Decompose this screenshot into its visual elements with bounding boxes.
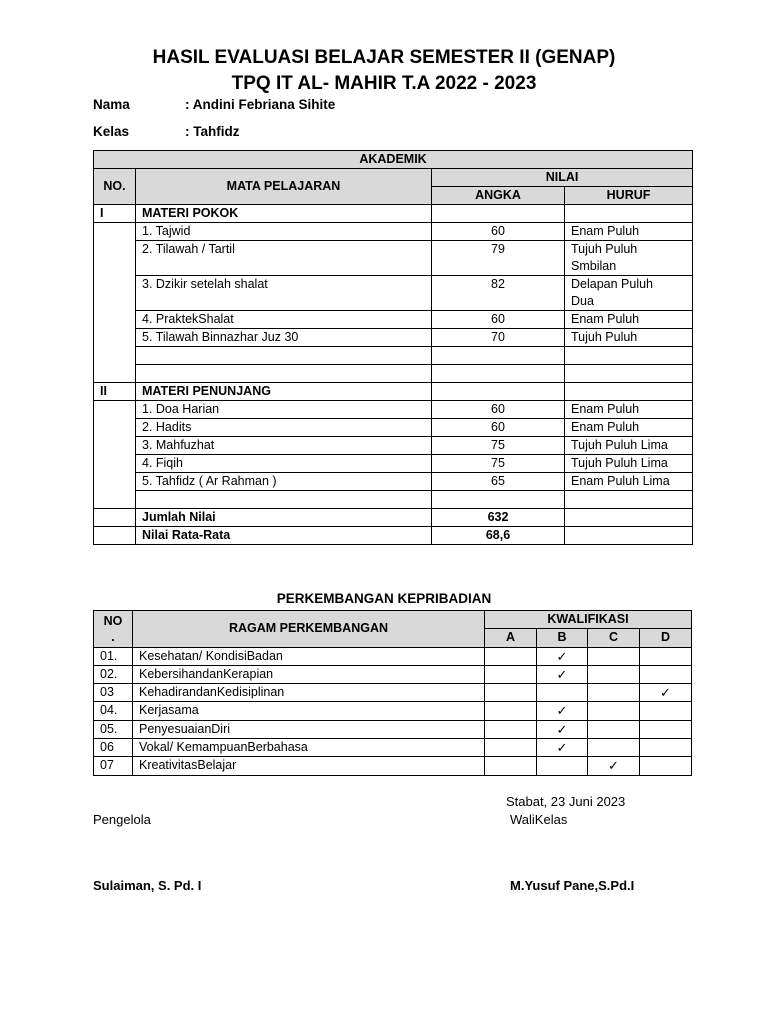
table-row — [94, 720, 692, 738]
right-signatory-name: M.Yusuf Pane,S.Pd.I — [510, 878, 635, 893]
grade-a-cell — [485, 665, 537, 683]
table-row — [94, 757, 692, 775]
subject-cell: 5. Tahfidz ( Ar Rahman ) — [136, 473, 432, 491]
score-words-cell: Enam Puluh — [565, 419, 693, 437]
aspect-cell: KreativitasBelajar — [133, 757, 485, 775]
grade-b-cell — [537, 665, 588, 683]
col-angka-header: ANGKA — [432, 187, 565, 205]
table-row — [94, 702, 692, 720]
score-cell: 75 — [432, 437, 565, 455]
score-cell: 75 — [432, 455, 565, 473]
check-icon: ✓ — [556, 721, 568, 737]
subject-cell: 1. Tajwid — [136, 223, 432, 241]
table-row — [94, 419, 693, 437]
grade-a-cell — [485, 720, 537, 738]
table-row — [94, 684, 692, 702]
col-subject-header: MATA PELAJARAN — [136, 169, 432, 205]
score-cell: 60 — [432, 311, 565, 329]
grade-c-cell — [588, 665, 640, 683]
grade-d-cell — [640, 739, 692, 757]
check-icon: ✓ — [556, 703, 568, 719]
aspect-cell: Kesehatan/ KondisiBadan — [133, 647, 485, 665]
check-icon: ✓ — [556, 648, 568, 664]
group-title: MATERI PENUNJANG — [136, 383, 432, 401]
table-row — [94, 665, 692, 683]
empty-row — [94, 347, 693, 365]
table-row — [94, 401, 693, 419]
score-words-cell: Enam Puluh — [565, 401, 693, 419]
grade-c-cell — [588, 702, 640, 720]
grade-c-header: C — [588, 629, 640, 647]
score-cell: 79 — [432, 241, 565, 276]
grade-b-cell — [537, 702, 588, 720]
left-signatory-name: Sulaiman, S. Pd. I — [93, 878, 202, 893]
score-words-cell: Delapan Puluh Dua — [565, 276, 693, 311]
average-row — [94, 527, 693, 545]
score-cell: 70 — [432, 329, 565, 347]
table-row — [94, 241, 693, 276]
grade-b-cell — [537, 647, 588, 665]
subject-cell: 2. Tilawah / Tartil — [136, 241, 432, 276]
row-number: 02. — [94, 665, 133, 683]
aspect-cell: Kerjasama — [133, 702, 485, 720]
table-row — [94, 329, 693, 347]
total-row — [94, 509, 693, 527]
score-words-cell: Tujuh Puluh Smbilan — [565, 241, 693, 276]
table-row — [94, 223, 693, 241]
table-row — [94, 437, 693, 455]
grade-d-cell — [640, 684, 692, 702]
check-icon: ✓ — [608, 758, 619, 774]
check-icon: ✓ — [660, 685, 671, 701]
score-cell: 65 — [432, 473, 565, 491]
score-words-cell: Tujuh Puluh Lima — [565, 455, 693, 473]
report-title: HASIL EVALUASI BELAJAR SEMESTER II (GENAP) — [152, 47, 616, 68]
subject-cell: 2. Hadits — [136, 419, 432, 437]
score-words-cell: Tujuh Puluh Lima — [565, 437, 693, 455]
table-row — [94, 455, 693, 473]
score-words-cell: Enam Puluh — [565, 223, 693, 241]
table-row — [94, 647, 692, 665]
aspect-cell: Vokal/ KemampuanBerbahasa — [133, 739, 485, 757]
grade-b-cell — [537, 757, 588, 775]
grade-d-cell — [640, 757, 692, 775]
subject-cell: 5. Tilawah Binnazhar Juz 30 — [136, 329, 432, 347]
empty-row — [94, 365, 693, 383]
aspect-cell: KebersihandanKerapian — [133, 665, 485, 683]
grade-c-cell — [588, 739, 640, 757]
grade-d-cell — [640, 720, 692, 738]
grade-c-cell — [588, 720, 640, 738]
group-row — [94, 383, 693, 401]
table-row — [94, 276, 693, 311]
grade-c-cell — [588, 647, 640, 665]
average-value: 68,6 — [432, 527, 565, 545]
row-number: 05. — [94, 720, 133, 738]
row-number: 07 — [94, 757, 133, 775]
score-words-cell: Enam Puluh — [565, 311, 693, 329]
col-qualification-header: KWALIFIKASI — [485, 611, 692, 629]
grade-c-cell — [588, 757, 640, 775]
total-label: Jumlah Nilai — [136, 509, 432, 527]
empty-row — [94, 491, 693, 509]
aspect-cell: KehadirandanKedisiplinan — [133, 684, 485, 702]
subject-cell: 4. PraktekShalat — [136, 311, 432, 329]
score-cell: 60 — [432, 401, 565, 419]
left-signer-role: Pengelola — [93, 812, 151, 827]
col-no-header: NO. — [94, 169, 136, 205]
grade-d-cell — [640, 647, 692, 665]
average-label: Nilai Rata-Rata — [136, 527, 432, 545]
grade-c-cell — [588, 684, 640, 702]
grade-a-cell — [485, 684, 537, 702]
grade-d-cell — [640, 665, 692, 683]
personality-section-title: PERKEMBANGAN KEPRIBADIAN — [276, 591, 492, 606]
group-number: I — [94, 205, 136, 223]
subject-cell: 3. Dzikir setelah shalat — [136, 276, 432, 311]
grade-d-cell — [640, 702, 692, 720]
grade-d-header: D — [640, 629, 692, 647]
col-no-header: NO . — [94, 611, 133, 648]
right-signer-role: WaliKelas — [510, 812, 568, 827]
grade-b-cell — [537, 684, 588, 702]
grade-a-header: A — [485, 629, 537, 647]
class-value: : Tahfidz — [185, 124, 240, 139]
table-row — [94, 311, 693, 329]
score-words-cell: Enam Puluh Lima — [565, 473, 693, 491]
check-icon: ✓ — [556, 740, 568, 756]
subject-cell: 3. Mahfuzhat — [136, 437, 432, 455]
total-value: 632 — [432, 509, 565, 527]
score-cell: 60 — [432, 419, 565, 437]
score-cell: 60 — [432, 223, 565, 241]
group-row — [94, 205, 693, 223]
grade-b-header: B — [537, 629, 588, 647]
personality-table — [93, 610, 692, 776]
place-date: Stabat, 23 Juni 2023 — [506, 794, 626, 809]
student-name-row — [93, 97, 335, 112]
score-cell: 82 — [432, 276, 565, 311]
academic-section-title: AKADEMIK — [94, 151, 693, 169]
group-number: II — [94, 383, 136, 401]
name-value: : Andini Febriana Sihite — [185, 97, 336, 112]
row-number: 06 — [94, 739, 133, 757]
row-number: 03 — [94, 684, 133, 702]
col-aspect-header: RAGAM PERKEMBANGAN — [133, 611, 485, 648]
subject-cell: 1. Doa Harian — [136, 401, 432, 419]
col-nilai-header: NILAI — [432, 169, 693, 187]
grade-b-cell — [537, 739, 588, 757]
table-row — [94, 739, 692, 757]
col-huruf-header: HURUF — [565, 187, 693, 205]
check-icon: ✓ — [556, 666, 568, 682]
academic-table — [93, 150, 693, 545]
class-label: Kelas — [93, 124, 130, 139]
grade-b-cell — [537, 720, 588, 738]
score-words-cell: Tujuh Puluh — [565, 329, 693, 347]
group-title: MATERI POKOK — [136, 205, 432, 223]
table-row — [94, 473, 693, 491]
grade-a-cell — [485, 647, 537, 665]
school-year-title: TPQ IT AL- MAHIR T.A 2022 - 2023 — [231, 73, 537, 94]
name-label: Nama — [93, 97, 130, 112]
aspect-cell: PenyesuaianDiri — [133, 720, 485, 738]
row-number: 01. — [94, 647, 133, 665]
grade-a-cell — [485, 702, 537, 720]
row-number: 04. — [94, 702, 133, 720]
student-class-row — [93, 124, 240, 139]
grade-a-cell — [485, 757, 537, 775]
grade-a-cell — [485, 739, 537, 757]
subject-cell: 4. Fiqih — [136, 455, 432, 473]
